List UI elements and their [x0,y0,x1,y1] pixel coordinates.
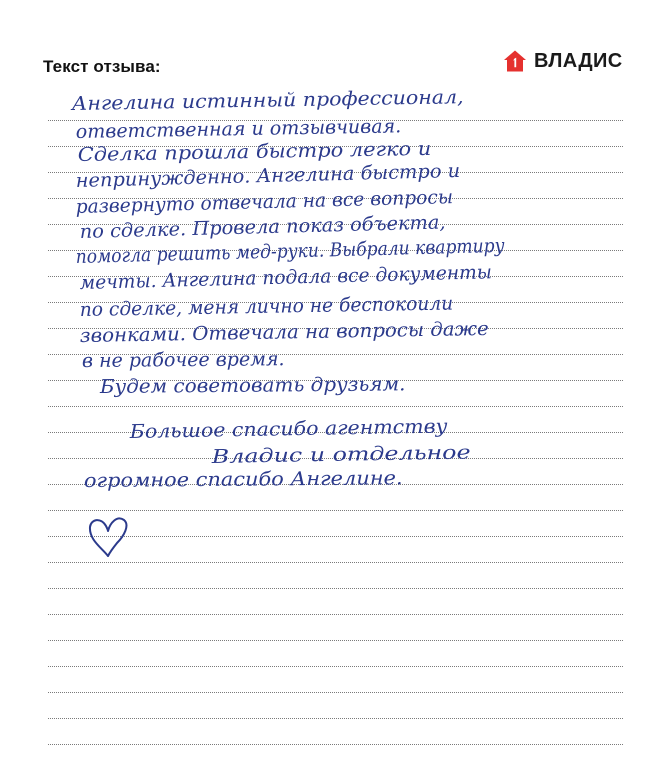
rule-line [48,692,623,693]
rule-line [48,744,623,745]
review-line: звонками. Отвечала на вопросы даже [79,317,489,347]
brand-name: ВЛАДИС [534,49,623,72]
form-header [0,0,662,95]
rule-line [48,666,623,667]
review-line: ответственная и отзывчивая. [75,115,402,143]
review-line: непринужденно. Ангелина быстро и [75,159,461,192]
review-line: по сделке. Провела показ объекта, [79,211,446,243]
review-line: развернуто отвечала на все вопросы [75,186,454,218]
house-icon [503,49,527,73]
rule-line [48,406,623,407]
review-line: Большое спасибо агентству [129,415,448,443]
page-title: Текст отзыва: [43,57,161,76]
review-line: Сделка прошла быстро легко и [77,137,432,166]
review-line: помогла решить мед-руки. Выбрали квартиру [75,234,505,268]
review-line: Будем советовать друзьям. [99,373,406,398]
heart-icon [84,512,132,560]
review-line: мечты. Ангелина подала все документы [79,261,493,294]
review-line: Владис и отдельное [211,441,471,468]
rule-line [48,640,623,641]
brand-logo [503,48,623,74]
rule-line [48,614,623,615]
rule-line [48,536,623,537]
rule-line [48,510,623,511]
review-line: огромное спасибо Ангелине. [83,467,403,492]
review-line: в не рабочее время. [81,348,285,372]
rule-line [48,718,623,719]
review-line: по сделке, меня лично не беспокоили [79,292,454,321]
review-line: Ангелина истинный профессионал, [71,86,464,115]
rule-line [48,588,623,589]
rule-line [48,562,623,563]
